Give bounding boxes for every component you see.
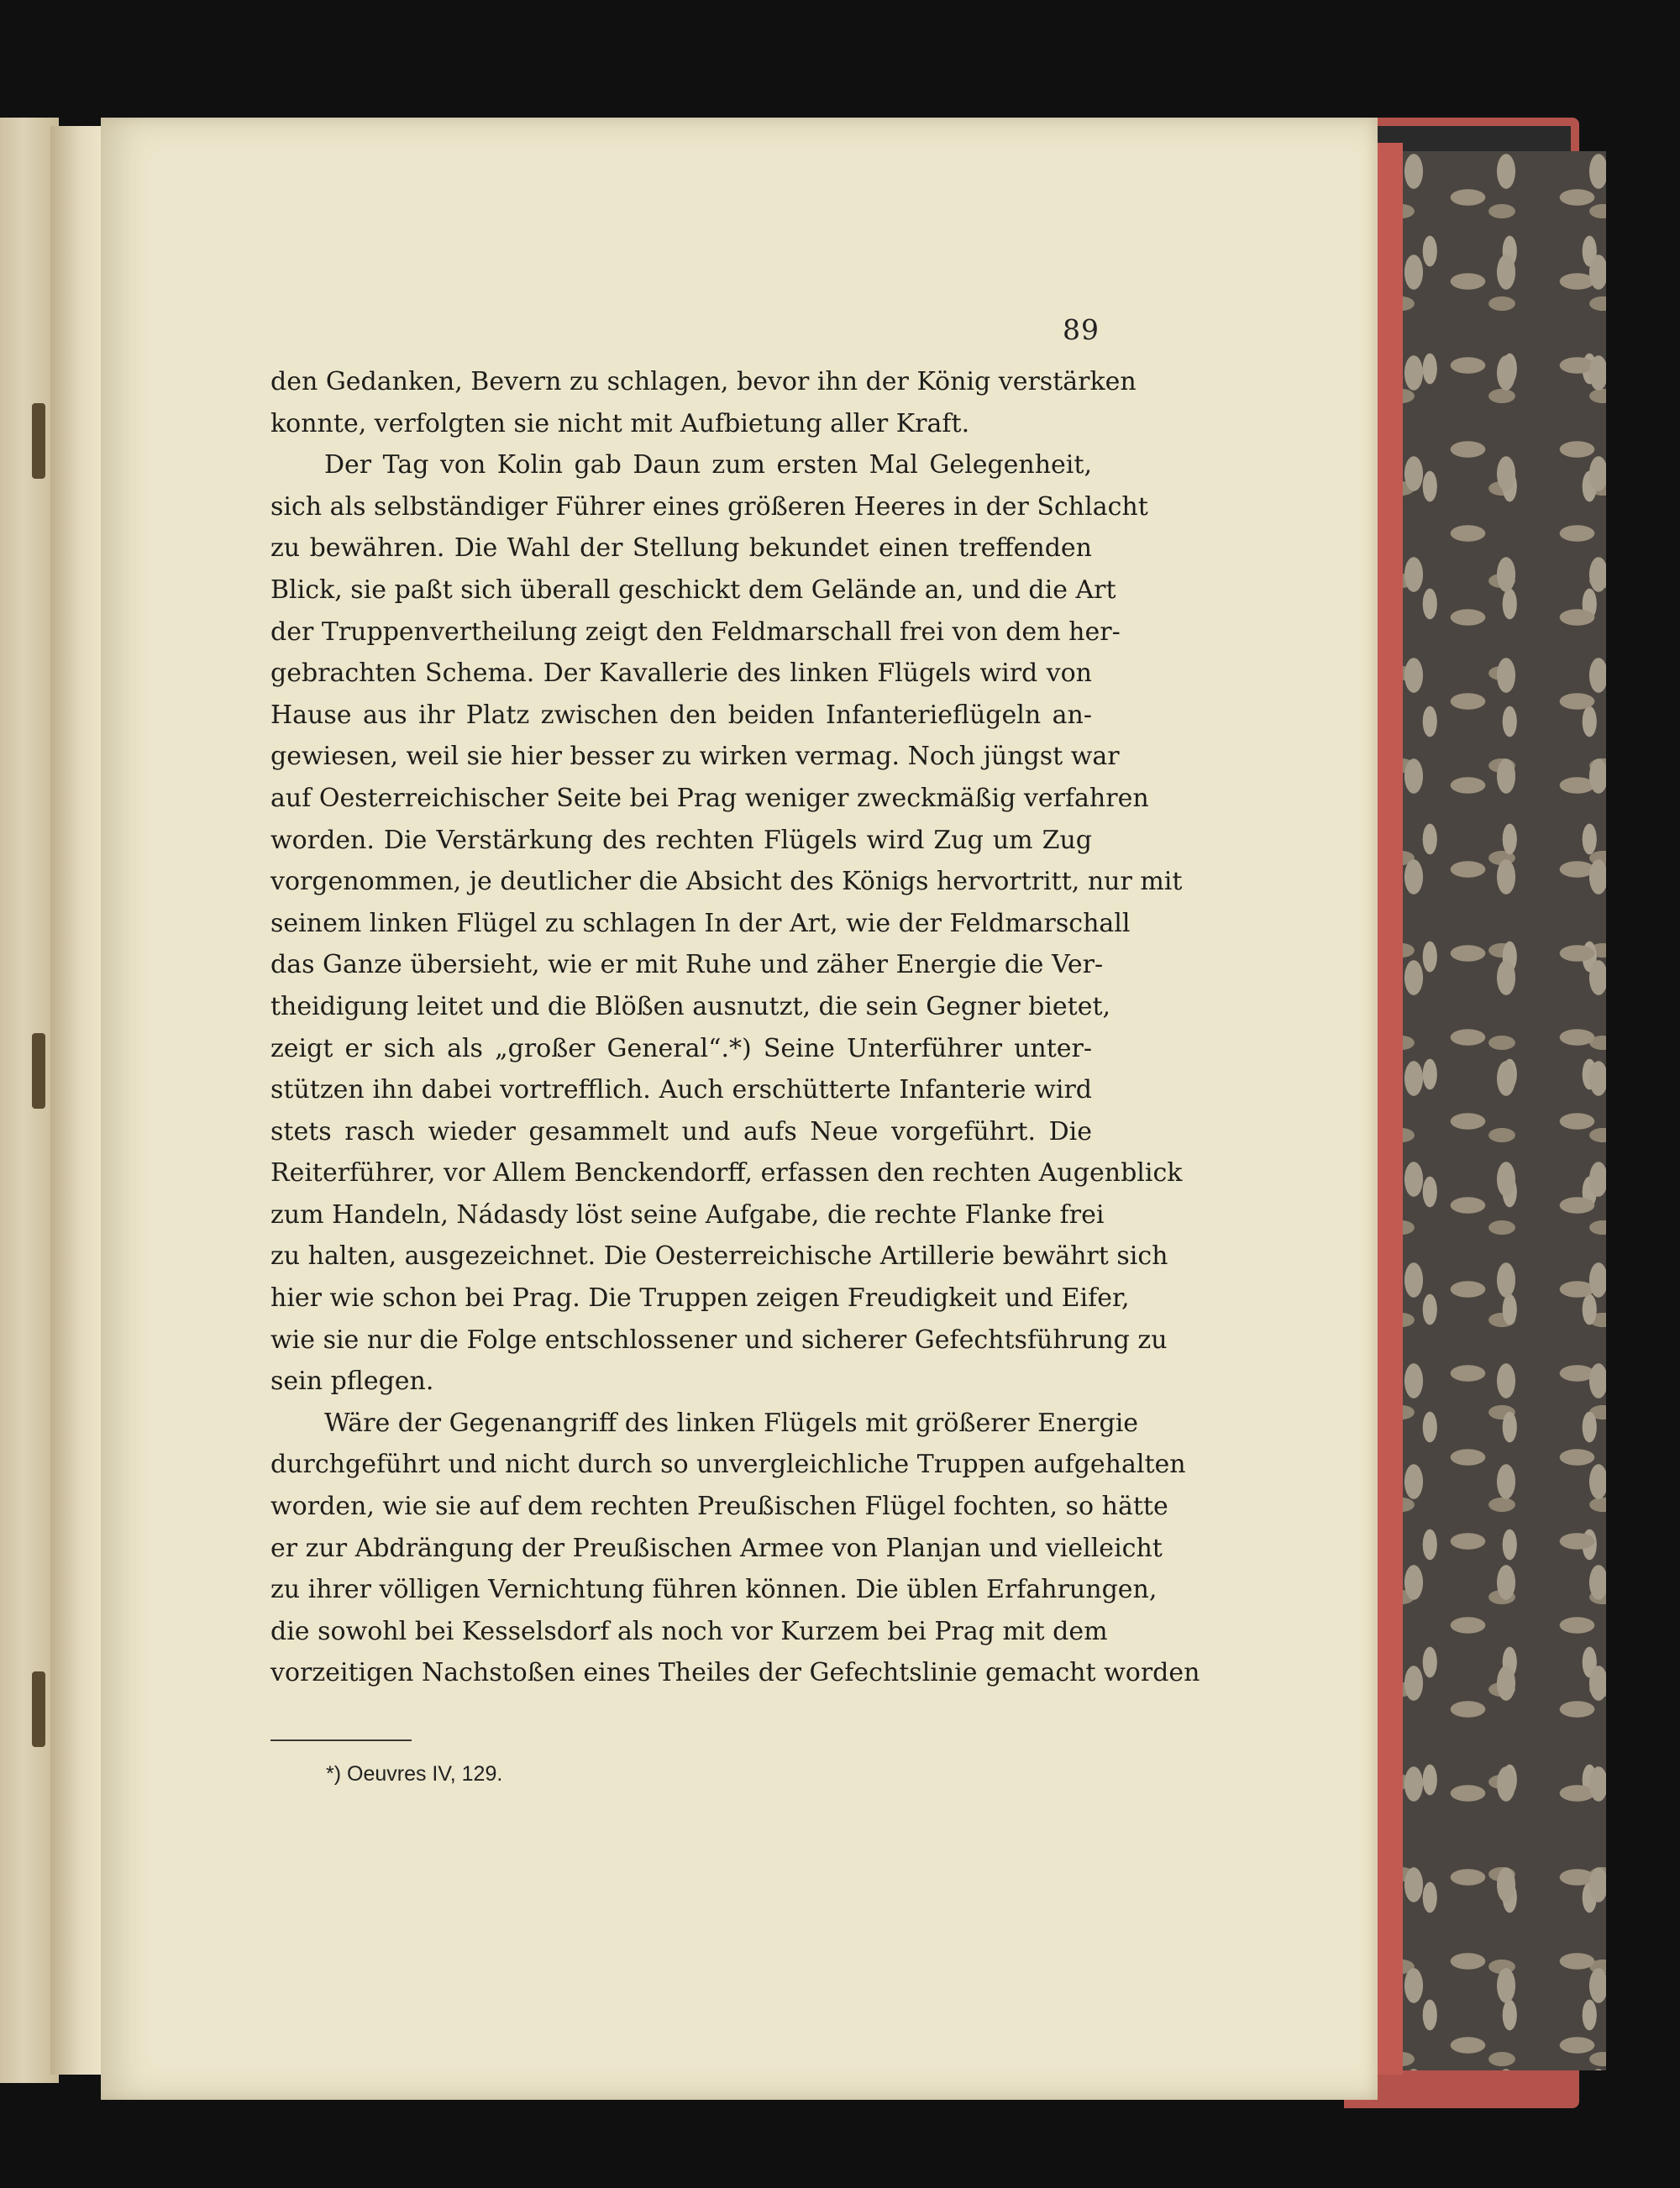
text-line: zu halten, ausgezeichnet. Die Oesterreichische Artillerie bewährt sich [270,1241,1168,1272]
text-line: vorzeitigen Nachstoßen eines Theiles der Gefechtslinie gemacht worden [270,1658,1200,1688]
text-line: Hause aus ihr Platz zwischen den beiden Infanterieflügeln an- [270,700,1092,730]
text-line: gewiesen, weil sie hier besser zu wirken vermag. Noch jüngst war [270,742,1120,772]
text-line: zum Handeln, Nádasdy löst seine Aufgabe, die rechte Flanke frei [270,1199,1105,1230]
text-line: worden, wie sie auf dem rechten Preußischen Flügel fochten, so hätte [270,1492,1168,1522]
text-line: konnte, verfolgten sie nicht mit Aufbietung aller Kraft. [270,408,970,438]
cover-spine-edge [1378,143,1403,2075]
page-number: 89 [1063,313,1100,346]
text-line: das Ganze übersieht, wie er mit Ruhe und zäher Energie die Ver- [270,950,1104,980]
text-line: den Gedanken, Bevern zu schlagen, bevor ihn der König verstärken [270,367,1137,396]
text-line: durchgeführt und nicht durch so unvergleichliche Truppen aufgehalten [270,1450,1186,1480]
text-line: Der Tag von Kolin gab Daun zum ersten Mal Gelegenheit, [324,450,1092,480]
text-line: seinem linken Flügel zu schlagen In der Art, wie der Feldmarschall [270,908,1131,938]
text-line: zu ihrer völligen Vernichtung führen können. Die üblen Erfahrungen, [270,1575,1158,1605]
text-line: auf Oesterreichischer Seite bei Prag weniger zweckmäßig verfahren [270,783,1149,813]
text-line: die sowohl bei Kesselsdorf als noch vor Kurzem bei Prag mit dem [270,1616,1108,1646]
page-gutter [50,126,101,2075]
text-line: der Truppenvertheilung zeigt den Feldmarschall frei von dem her- [270,617,1121,647]
text-line: sich als selbständiger Führer eines größeren Heeres in der Schlacht [270,491,1148,522]
binding-clip [32,403,45,479]
text-line: vorgenommen, je deutlicher die Absicht des Königs hervortritt, nur mit [270,867,1183,897]
text-line: er zur Abdrängung der Preußischen Armee von Planjan und vielleicht [270,1533,1163,1563]
text-line: worden. Die Verstärkung des rechten Flügels wird Zug um Zug [270,825,1092,855]
text-line: sein pflegen. [270,1367,434,1397]
text-line: Blick, sie paßt sich überall geschickt dem Gelände an, und die Art [270,575,1116,605]
patterned-endpaper [1386,151,1606,2070]
text-line: hier wie schon bei Prag. Die Truppen zeigen Freudigkeit und Eifer, [270,1283,1130,1314]
text-line: stets rasch wieder gesammelt und aufs Neue vorgeführt. Die [270,1116,1092,1146]
text-line: stützen ihn dabei vortrefflich. Auch erschütterte Infanterie wird [270,1075,1092,1105]
text-line: zeigt er sich als „großer General“.*) Seine Unterführer unter- [270,1033,1092,1063]
text-line: Wäre der Gegenangriff des linken Flügels mit größerer Energie [324,1408,1139,1438]
footnote-divider [270,1739,412,1741]
binding-clip [32,1671,45,1747]
text-line: gebrachten Schema. Der Kavallerie des linken Flügels wird von [270,658,1092,689]
text-line: Reiterführer, vor Allem Benckendorff, erfassen den rechten Augenblick [270,1158,1183,1188]
text-line: theidigung leitet und die Blößen ausnutzt, die sein Gegner bietet, [270,991,1111,1021]
text-line: zu bewähren. Die Wahl der Stellung bekundet einen treffenden [270,533,1092,564]
footnote: *) Oeuvres IV, 129. [326,1762,503,1786]
text-line: wie sie nur die Folge entschlossener und sicherer Gefechtsführung zu [270,1325,1168,1355]
body-text [270,361,1200,1694]
binding-clip [32,1033,45,1109]
